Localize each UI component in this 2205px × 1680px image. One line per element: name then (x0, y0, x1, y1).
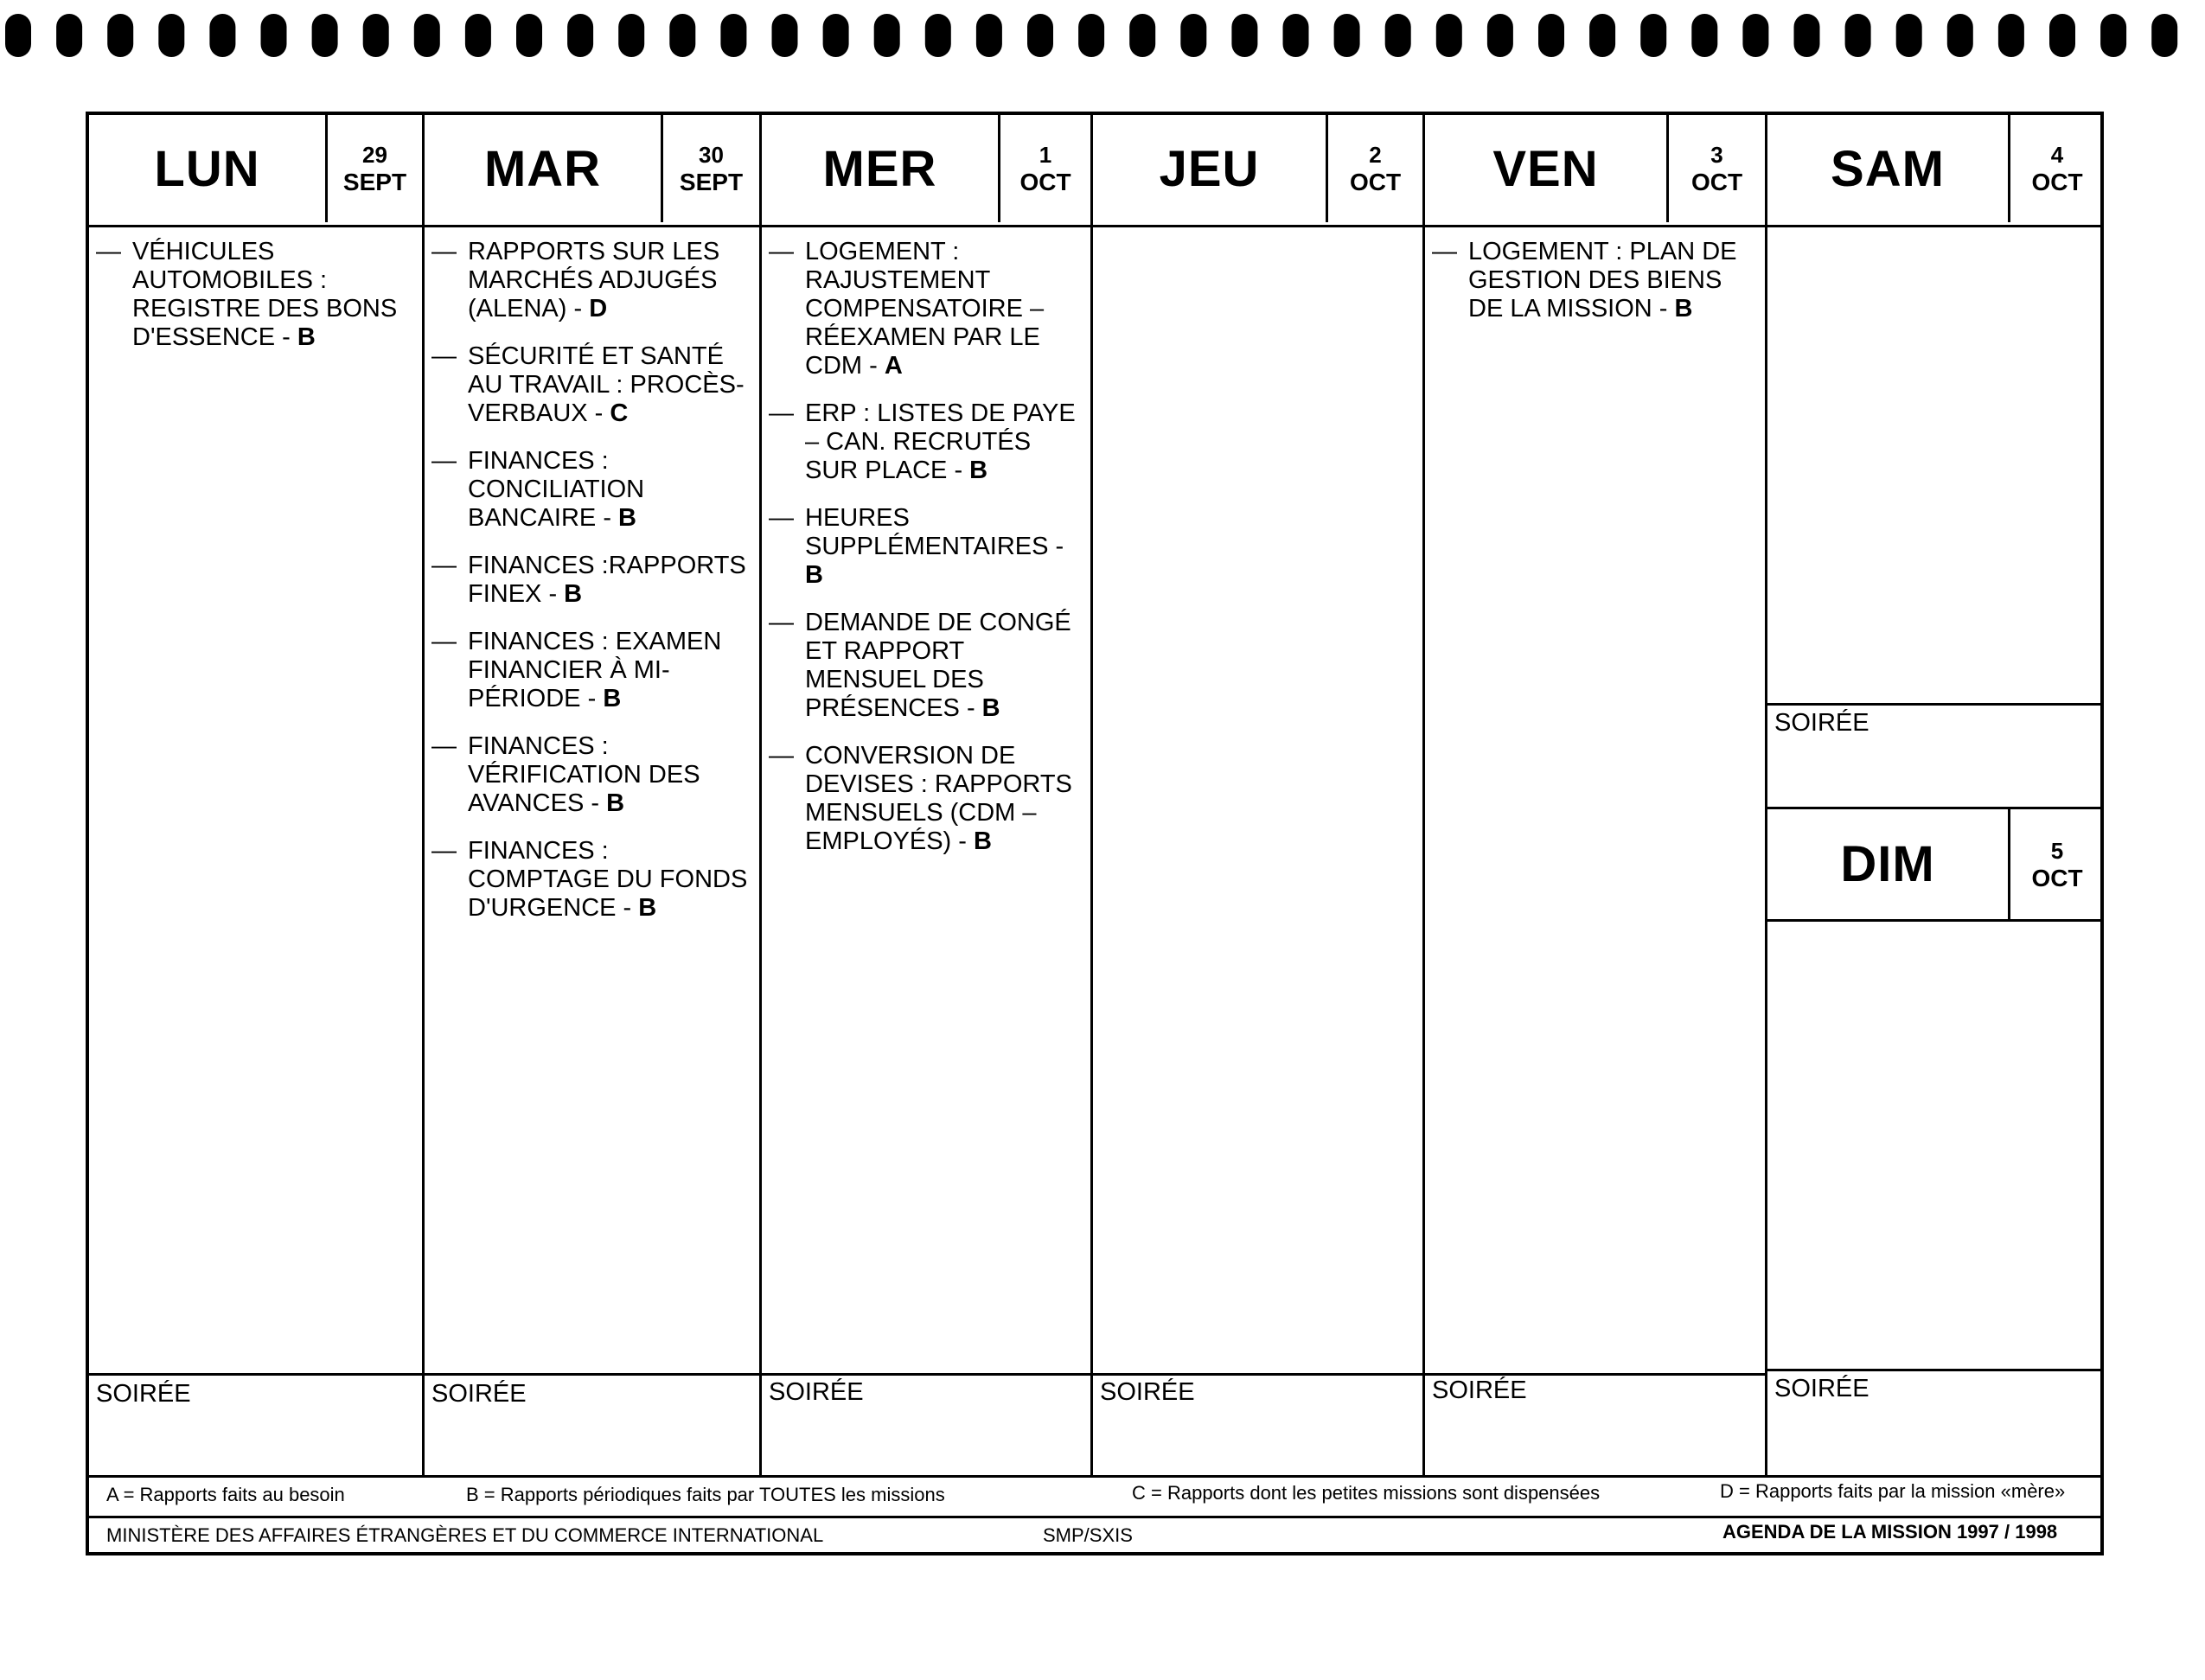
day-number: 30 (699, 142, 724, 168)
day-month: OCT (2031, 864, 2083, 891)
report-code: D (589, 295, 608, 323)
day-number: 1 (1039, 142, 1052, 168)
day-name: MAR (425, 115, 663, 222)
day-name: JEU (1093, 115, 1328, 222)
soiree-label-lun: SOIRÉE (96, 1380, 191, 1408)
evening-rule-sat-sun (1765, 1369, 2104, 1371)
dash: — (431, 342, 457, 370)
dash: — (431, 238, 457, 265)
entries-lun (96, 238, 416, 371)
binding-hole (1334, 14, 1360, 57)
report-code: B (297, 323, 316, 351)
day-month: OCT (1690, 169, 1743, 195)
entries-mer (769, 238, 1084, 875)
day-date (2010, 809, 2104, 919)
day-header-dim (1767, 809, 2104, 919)
report-code: B (805, 561, 823, 589)
binding-hole (1231, 14, 1257, 57)
day-name: VEN (1425, 115, 1669, 222)
binding-hole (516, 14, 542, 57)
report-code: B (969, 457, 988, 484)
dash: — (431, 628, 457, 655)
day-month: OCT (1349, 169, 1402, 195)
dash: — (769, 609, 794, 636)
report-code: B (603, 685, 622, 712)
report-code: B (618, 504, 636, 532)
binding-hole (772, 14, 798, 57)
legend-c: C = Rapports dont les petites missions sont dispensées (1132, 1482, 1601, 1504)
day-month: SEPT (679, 169, 744, 195)
legend-rule (89, 1475, 2104, 1478)
sun-head-bottom-rule (1765, 919, 2104, 922)
day-number: 29 (362, 142, 387, 168)
binding-hole (1947, 14, 1973, 57)
day-date (2010, 115, 2104, 222)
entries-ven (1432, 238, 1759, 342)
binding-hole (1794, 14, 1820, 57)
binding-hole (1129, 14, 1155, 57)
list-item: — FINANCES :RAPPORTS FINEX - B (431, 552, 746, 608)
day-header-mar (425, 115, 759, 222)
divider (1090, 115, 1093, 1477)
binding-hole (1691, 14, 1717, 57)
binding-hole (925, 14, 951, 57)
legend-d: D = Rapports faits par la mission «mère» (1720, 1480, 2066, 1502)
dash: — (769, 504, 794, 532)
entries-mar (431, 238, 756, 942)
day-number: 3 (1710, 142, 1723, 168)
report-code: B (974, 827, 992, 855)
footer-agenda: AGENDA DE LA MISSION 1997 / 1998 (1722, 1521, 2058, 1543)
report-code: B (606, 789, 625, 817)
day-header-lun (89, 115, 422, 222)
divider (759, 115, 762, 1477)
list-item: — ERP : LISTES DE PAYE – CAN. RECRUTÉS SUR PLACE - B (769, 399, 1076, 484)
dash: — (431, 552, 457, 579)
divider (1422, 115, 1425, 1477)
legend-a: A = Rapports faits au besoin (106, 1484, 345, 1505)
binding-hole (1180, 14, 1206, 57)
day-date (1669, 115, 1765, 222)
list-item: — LOGEMENT : RAJUSTEMENT COMPENSATOIRE – RÉEXAMEN PAR LE CDM - A (769, 238, 1045, 380)
day-number: 4 (2050, 142, 2064, 168)
report-code: B (638, 894, 657, 922)
footer-rule (89, 1516, 2104, 1518)
binding-hole (1998, 14, 2024, 57)
divider (422, 115, 425, 1477)
dash: — (769, 399, 794, 427)
binding-hole (1538, 14, 1564, 57)
dash: — (769, 238, 794, 265)
dash: — (431, 447, 457, 475)
day-date (663, 115, 759, 222)
day-name: LUN (89, 115, 328, 222)
binding-hole (1283, 14, 1309, 57)
day-date (1328, 115, 1422, 222)
list-item: — RAPPORTS SUR LES MARCHÉS ADJUGÉS (ALENA) - D (431, 238, 720, 323)
binding-hole (209, 14, 235, 57)
dash: — (431, 837, 457, 865)
binding-hole (1742, 14, 1768, 57)
day-date (1000, 115, 1090, 222)
binding-hole (1385, 14, 1411, 57)
binding-hole (2100, 14, 2126, 57)
report-code: B (1674, 295, 1693, 323)
day-header-jeu (1093, 115, 1422, 222)
binding-hole (720, 14, 746, 57)
binding-hole (1640, 14, 1666, 57)
list-item: — FINANCES : VÉRIFICATION DES AVANCES - B (431, 732, 700, 817)
binding-hole (2049, 14, 2075, 57)
soiree-label-dim: SOIRÉE (1774, 1375, 1869, 1402)
evening-rule (89, 1373, 1767, 1376)
dash: — (769, 742, 794, 770)
footer-ministry: MINISTÈRE DES AFFAIRES ÉTRANGÈRES ET DU COMMERCE INTERNATIONAL (106, 1524, 824, 1546)
binding-hole (56, 14, 82, 57)
binding-hole (1078, 14, 1104, 57)
report-code: B (564, 580, 583, 608)
binding-hole (669, 14, 695, 57)
soiree-label-mar: SOIRÉE (431, 1380, 527, 1408)
list-item: — HEURES SUPPLÉMENTAIRES - B (769, 504, 1064, 589)
binding-hole (2151, 14, 2177, 57)
weekly-calendar (86, 112, 2104, 1555)
binding-hole (158, 14, 184, 57)
soiree-label-jeu: SOIRÉE (1100, 1378, 1195, 1406)
day-number: 5 (2050, 837, 2064, 864)
dash: — (96, 238, 121, 265)
day-name: SAM (1767, 115, 2010, 222)
day-month: OCT (2031, 169, 2083, 195)
day-name: MER (762, 115, 1000, 222)
divider (1765, 115, 1767, 1477)
soiree-label-ven: SOIRÉE (1432, 1377, 1527, 1404)
binding-hole (618, 14, 644, 57)
day-date (328, 115, 422, 222)
legend-b: B = Rapports périodiques faits par TOUTES les missions (466, 1484, 945, 1505)
day-month: OCT (1019, 169, 1071, 195)
binding-hole (5, 14, 31, 57)
list-item: — FINANCES : CONCILIATION BANCAIRE - B (431, 447, 645, 532)
day-header-sam (1767, 115, 2104, 222)
binding-hole (414, 14, 440, 57)
binding-hole (874, 14, 900, 57)
binding-hole (261, 14, 287, 57)
list-item: — SÉCURITÉ ET SANTÉ AU TRAVAIL : PROCÈS-VERBAUX - C (431, 342, 745, 427)
binding-hole (1589, 14, 1615, 57)
day-header-ven (1425, 115, 1765, 222)
binding-hole (465, 14, 491, 57)
footer-code: SMP/SXIS (1043, 1524, 1133, 1546)
list-item: — FINANCES : COMPTAGE DU FONDS D'URGENCE - B (431, 837, 748, 922)
soiree-label-sam: SOIRÉE (1774, 709, 1869, 737)
binding-hole (976, 14, 1002, 57)
list-item: — CONVERSION DE DEVISES : RAPPORTS MENSUELS (CDM – EMPLOYÉS) - B (769, 742, 1072, 855)
header-rule (89, 225, 2104, 227)
list-item: — VÉHICULES AUTOMOBILES : REGISTRE DES BONS D'ESSENCE - B (96, 238, 398, 351)
sat-soiree-rule (1765, 703, 2104, 706)
binding-hole (1896, 14, 1922, 57)
list-item: — LOGEMENT : PLAN DE GESTION DES BIENS DE LA MISSION - B (1432, 238, 1737, 323)
report-code: B (981, 694, 1000, 722)
list-item: — FINANCES : EXAMEN FINANCIER À MI-PÉRIODE - B (431, 628, 722, 712)
binding-hole (1027, 14, 1053, 57)
binding-holes (0, 7, 2205, 67)
day-number: 2 (1369, 142, 1382, 168)
day-header-mer (762, 115, 1090, 222)
dash: — (1432, 238, 1457, 265)
binding-hole (107, 14, 133, 57)
day-month: SEPT (342, 169, 407, 195)
binding-hole (567, 14, 593, 57)
binding-hole (363, 14, 389, 57)
soiree-label-mer: SOIRÉE (769, 1378, 864, 1406)
binding-hole (1487, 14, 1513, 57)
report-code: C (610, 399, 629, 427)
binding-hole (1436, 14, 1462, 57)
list-item: — DEMANDE DE CONGÉ ET RAPPORT MENSUEL DES PRÉSENCES - B (769, 609, 1071, 722)
report-code: A (884, 352, 903, 380)
day-name: DIM (1767, 809, 2010, 919)
binding-hole (312, 14, 338, 57)
dash: — (431, 732, 457, 760)
binding-hole (823, 14, 849, 57)
binding-hole (1845, 14, 1871, 57)
